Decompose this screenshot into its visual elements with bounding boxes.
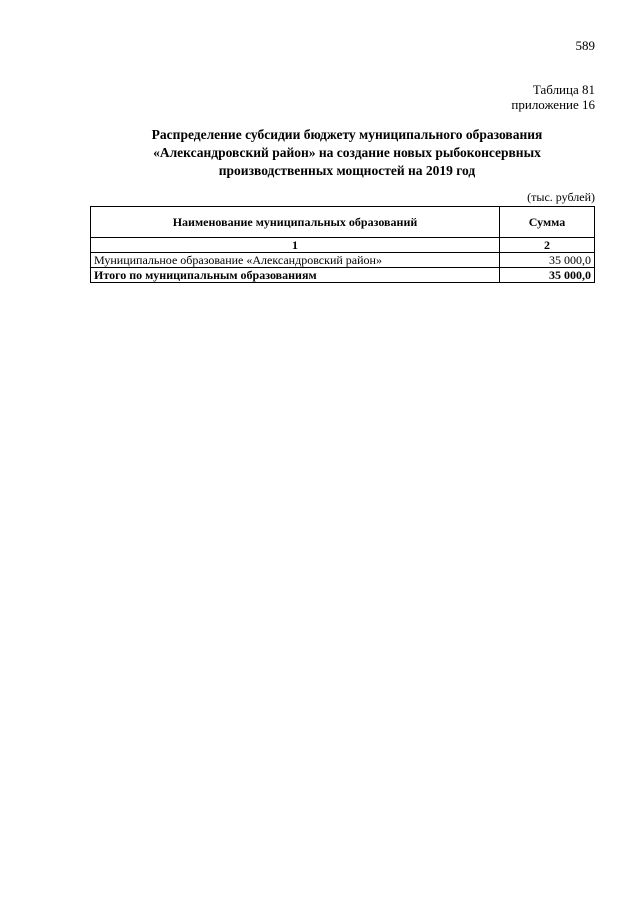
total-label-cell: Итого по муниципальным образованиям: [91, 268, 500, 283]
column-number-row: [91, 238, 595, 253]
column-header-sum: Сумма: [500, 207, 595, 238]
total-row: [91, 268, 595, 283]
total-amount-cell: 35 000,0: [500, 268, 595, 283]
table-number: Таблица 81: [532, 82, 595, 97]
column-number-sum: 2: [500, 238, 595, 253]
column-number-name: 1: [91, 238, 500, 253]
subsidy-table: [90, 206, 595, 283]
municipality-name-cell: Муниципальное образование «Александровский район»: [91, 253, 500, 268]
units-label: (тыс. рублей): [527, 190, 595, 204]
appendix-number: приложение 16: [511, 97, 595, 112]
title-line-3: производственных мощностей на 2019 год: [218, 163, 476, 178]
page-number: 589: [575, 38, 595, 53]
amount-cell: 35 000,0: [500, 253, 595, 268]
table-header-row: [91, 207, 595, 238]
table-reference: [511, 82, 595, 112]
column-header-name: Наименование муниципальных образований: [91, 207, 500, 238]
table-row: [91, 253, 595, 268]
title-line-1: Распределение субсидии бюджету муниципального образования: [151, 127, 543, 142]
title-line-2: «Александровский район» на создание новых рыбоконсервных: [153, 145, 541, 160]
document-title: [90, 126, 604, 180]
